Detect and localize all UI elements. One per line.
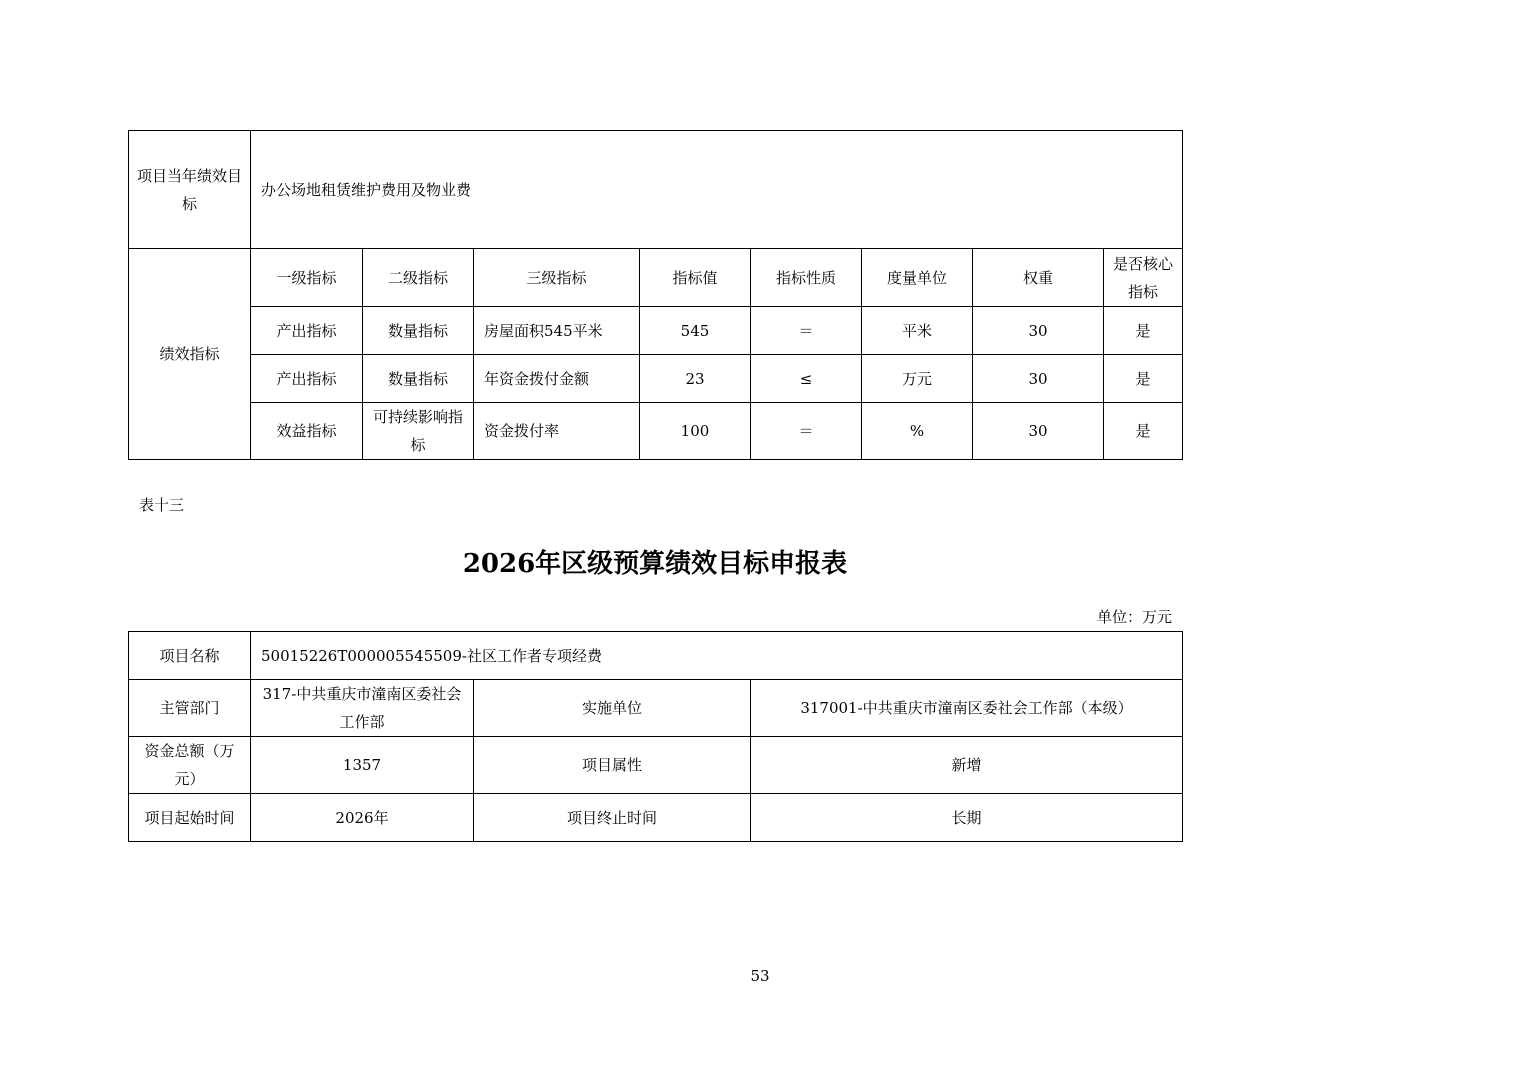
funds-label: 资金总额（万元）: [129, 737, 251, 794]
performance-table: [128, 130, 1183, 460]
cell: 产出指标: [251, 355, 363, 403]
cell: 是: [1104, 307, 1183, 355]
impl-label: 实施单位: [474, 680, 751, 737]
cell: ＝: [751, 307, 862, 355]
attr-label: 项目属性: [474, 737, 751, 794]
cell: 30: [973, 355, 1104, 403]
cell: 平米: [862, 307, 973, 355]
funds-value: 1357: [251, 737, 474, 794]
start-label: 项目起始时间: [129, 794, 251, 842]
cell: 数量指标: [363, 307, 474, 355]
table-caption: 表十三: [139, 496, 185, 514]
cell: 效益指标: [251, 403, 363, 460]
cell: 年资金拨付金额: [474, 355, 640, 403]
cell: 30: [973, 403, 1104, 460]
header-cell: 二级指标: [363, 249, 474, 307]
cell: 100: [640, 403, 751, 460]
header-cell: 权重: [973, 249, 1104, 307]
table-row: [129, 403, 1183, 460]
cell: ≤: [751, 355, 862, 403]
cell: 资金拨付率: [474, 403, 640, 460]
cell: 是: [1104, 355, 1183, 403]
cell: %: [862, 403, 973, 460]
project-info-table: [128, 631, 1183, 842]
goal-label: 项目当年绩效目标: [129, 131, 251, 249]
attr-value: 新增: [751, 737, 1183, 794]
header-cell: 一级指标: [251, 249, 363, 307]
goal-value: 办公场地租赁维护费用及物业费: [251, 131, 1183, 249]
table-row: [129, 355, 1183, 403]
cell: 房屋面积545平米: [474, 307, 640, 355]
indicators-label: 绩效指标: [129, 249, 251, 460]
end-value: 长期: [751, 794, 1183, 842]
header-cell: 三级指标: [474, 249, 640, 307]
cell: 数量指标: [363, 355, 474, 403]
unit-label: 单位：万元: [1096, 608, 1172, 626]
dept-value: 317-中共重庆市潼南区委社会工作部: [251, 680, 474, 737]
cell: 30: [973, 307, 1104, 355]
end-label: 项目终止时间: [474, 794, 751, 842]
project-name-value: 50015226T000005545509-社区工作者专项经费: [251, 632, 1183, 680]
dept-label: 主管部门: [129, 680, 251, 737]
header-cell: 指标值: [640, 249, 751, 307]
page-number: 53: [750, 967, 770, 985]
page-title: 2026年区级预算绩效目标申报表: [462, 549, 848, 579]
project-name-label: 项目名称: [129, 632, 251, 680]
cell: 是: [1104, 403, 1183, 460]
cell: 23: [640, 355, 751, 403]
cell: 万元: [862, 355, 973, 403]
table-row: [129, 307, 1183, 355]
cell: 可持续影响指标: [363, 403, 474, 460]
cell: 产出指标: [251, 307, 363, 355]
start-value: 2026年: [251, 794, 474, 842]
cell: 545: [640, 307, 751, 355]
header-cell: 是否核心指标: [1104, 249, 1183, 307]
header-cell: 度量单位: [862, 249, 973, 307]
cell: ＝: [751, 403, 862, 460]
impl-value: 317001-中共重庆市潼南区委社会工作部（本级）: [751, 680, 1183, 737]
header-cell: 指标性质: [751, 249, 862, 307]
